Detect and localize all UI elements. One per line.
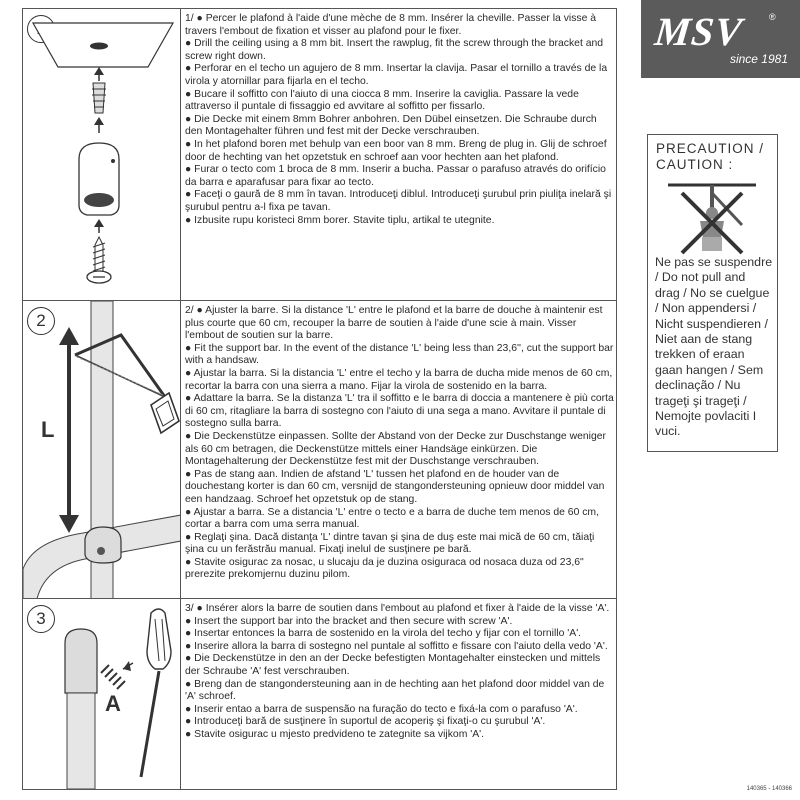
step-1-paragraph: ● Furar o tecto com 1 broca de 8 mm. Inserir a bucha. Passar o parafuso através do orifício da barra e aparafusar para fixar ao tecto. [185, 164, 606, 188]
instruction-frame [22, 8, 617, 790]
step-2-paragraph: ● Fit the support bar. In the event of the distance 'L' being less than 23,6'', cut the support bar with a handsaw. [185, 342, 614, 367]
product-code: 140365 - 140366 [746, 786, 792, 792]
step-3-paragraph: ● Inserire allora la barra di sostegno nel puntale al soffitto e fissare con l'aiuto della vedo 'A'. [185, 640, 608, 652]
step-3-paragraph: 3/ ● Insérer alors la barre de soutien dans l'embout au plafond et fixer à l'aide de la visse 'A'. [185, 603, 610, 614]
registered-mark: ® [769, 12, 776, 22]
screw-icon [87, 237, 111, 283]
prohibited-hanging-icon [662, 179, 762, 259]
length-arrow-icon [59, 327, 79, 533]
caution-box [647, 134, 778, 452]
step-2-paragraph: ● Reglaţi şina. Dacă distanţa 'L' dintre tavan şi şina de duş este mai mică de 60 cm, tăiaţi şina cu un ferăstrău manual. Fixaţi inelul de susţinere pe bară. [185, 531, 595, 556]
step-1-paragraph: ● Izbusite rupu koristeci 8mm borer. Stavite tiplu, artikal te utegnite. [185, 214, 495, 226]
step-1-paragraph: ● Bucare il soffitto con l'aiuto di una ciocca 8 mm. Inserire la caviglia. Passare la vede attraverso il puntale di fissaggio ed avvitare al soffitto per fissarlo. [185, 88, 579, 113]
step-2-paragraph: ● Stavite osigurac za nosac, u slucaju da je duzina osiguraca od nosaca duza od 23,6" prerezite prekomjernu duzinu pilom. [185, 556, 584, 581]
screw-a-icon [101, 661, 133, 689]
screw-fix-drawing [23, 599, 181, 789]
drill-mount-drawing [23, 9, 181, 300]
length-label: L [41, 417, 55, 442]
step-1-paragraph: ● Perforar en el techo un agujero de 8 mm. Insertar la clavija. Pasar el tornillo a través de la virola y atornillar para fijarla en el techo. [185, 63, 608, 87]
cut-bar-drawing [23, 301, 181, 598]
step-3-paragraph: ● Insert the support bar into the bracket and then secure with screw 'A'. [185, 615, 513, 627]
step-2-text [185, 305, 614, 582]
step-1-paragraph: ● In het plafond boren met behulp van een boor van 8 mm. Breng de plug in. Glij de schroef door de hechting van het opzetstuk en schroef aan voor hechten aan het plafond. [185, 138, 607, 163]
step-3-paragraph: ● Stavite osigurac u mjesto predvideno te zategnite sa vijkom 'A'. [185, 728, 485, 740]
step-1-text [185, 13, 614, 227]
step-3-paragraph: ● Introduceţi bară de susţinere în suportul de acoperiş şi fixaţi-o cu şurubul 'A'. [185, 716, 546, 728]
rawplug-icon [92, 83, 106, 113]
step-3-illustration [23, 599, 181, 789]
step-1-paragraph: 1/ ● Percer le plafond à l'aide d'une mèche de 8 mm. Insérer la cheville. Passer la visse à travers l'embout de fixation et visser au plafond pour le fixer. [185, 13, 597, 37]
screw-a-label: A [105, 691, 121, 716]
step-3-paragraph: ● Inserir entao a barra de suspensão na furação do tecto e fixá-la com o parafuso 'A'. [185, 703, 578, 715]
step-2-paragraph: ● Pas de stang aan. Indien de afstand 'L' tussen het plafond en de houder van de douchestang korter is dan 60 cm, versnijd de stangondersteuning opnieuw door middel van een handzaag. Schroef het opzetstuk op de stang. [185, 468, 605, 505]
step-3-text [185, 603, 614, 742]
step-2-paragraph: ● Ajustar a barra. Se a distancia 'L' entre o tecto e a barra de duche tem menos de 60 cm, cortar a barra com uma serra manual. [185, 506, 599, 531]
step-2-paragraph: ● Ajustar la barra. Si la distancia 'L' entre el techo y la barra de ducha mide menos de 60 cm, recortar la barra con una sierra a mano. Fijar la virola de sostenido en la barra. [185, 367, 613, 392]
step-2-paragraph: ● Adattare la barra. Se la distanza 'L' tra il soffitto e le barra di doccia a mantenere è più corta di 60 cm, ritagliare la barra di sostegno con l'aiuto di una sega a mano. Avvitare il puntale di sostegno sulla barra. [185, 393, 614, 430]
step-3-paragraph: ● Breng dan de stangondersteuning aan in de hechting aan het plafond door middel van de 'A' schroef. [185, 678, 605, 703]
step-1-paragraph: ● Die Decke mit einem 8mm Bohrer anbohren. Den Dübel einsetzen. Die Schraube durch den Montagehalter führen und fest mit der Decke verschrauben. [185, 113, 597, 138]
step-1-paragraph: ● Drill the ceiling using a 8 mm bit. Insert the rawplug, fit the screw through the bracket and screw right down. [185, 38, 604, 62]
caution-text: Ne pas se suspendre / Do not pull and drag / No se cuelgue / Non appendersi / Nicht suspendieren / Niet aan de stang trekken of eraan gaan hangen / Sem declinação / Nu trageţi şi trageţi / Nemojte povlaciti I vuci. [655, 255, 773, 439]
step-3-paragraph: ● Insertar entonces la barra de sostenido en la virola del techo y fijar con el tornillo 'A'. [185, 628, 582, 640]
step-2-paragraph: 2/ ● Ajuster la barre. Si la distance 'L' entre le plafond et la barre de douche à maintenir est plus courte que 60 cm, recouper la barre de soutien à l'aide d'une scie à main. Visser l'embout de soutien sur la barre. [185, 305, 603, 342]
brand-name: MSV [652, 9, 745, 54]
step-1-illustration [23, 9, 181, 300]
step-3-paragraph: ● Die Deckenstütze in den an der Decke befestigten Montagehalter einstecken und mittels der Schraube 'A' fest verschrauben. [185, 653, 601, 677]
step-1 [23, 9, 616, 301]
brand-tagline: since 1981 [729, 52, 788, 66]
step-number-badge: 3 [27, 605, 55, 633]
step-2-illustration [23, 301, 181, 598]
step-number-badge: 2 [27, 307, 55, 335]
bracket-icon [79, 143, 119, 215]
brand-logo [641, 0, 800, 78]
screwdriver-icon [141, 609, 171, 777]
caution-title: PRECAUTION / CAUTION : [656, 141, 765, 172]
step-2 [23, 301, 616, 599]
step-1-paragraph: ● Faceţi o gaură de 8 mm în tavan. Introduceţi diblul. Introduceţi şurubul prin piuliţa inelară şi şurubul pentru a-l fixa pe tavan. [185, 189, 612, 213]
step-3 [23, 599, 616, 789]
step-2-paragraph: ● Die Deckenstütze einpassen. Sollte der Abstand von der Decke zur Duschstange weniger als 60 cm betragen, die Deckenstütze mittels einer Handsäge einkürzen. Die Montagehalterung der Deckenstütze fest mit der Duschstange verschrauben. [185, 430, 606, 468]
